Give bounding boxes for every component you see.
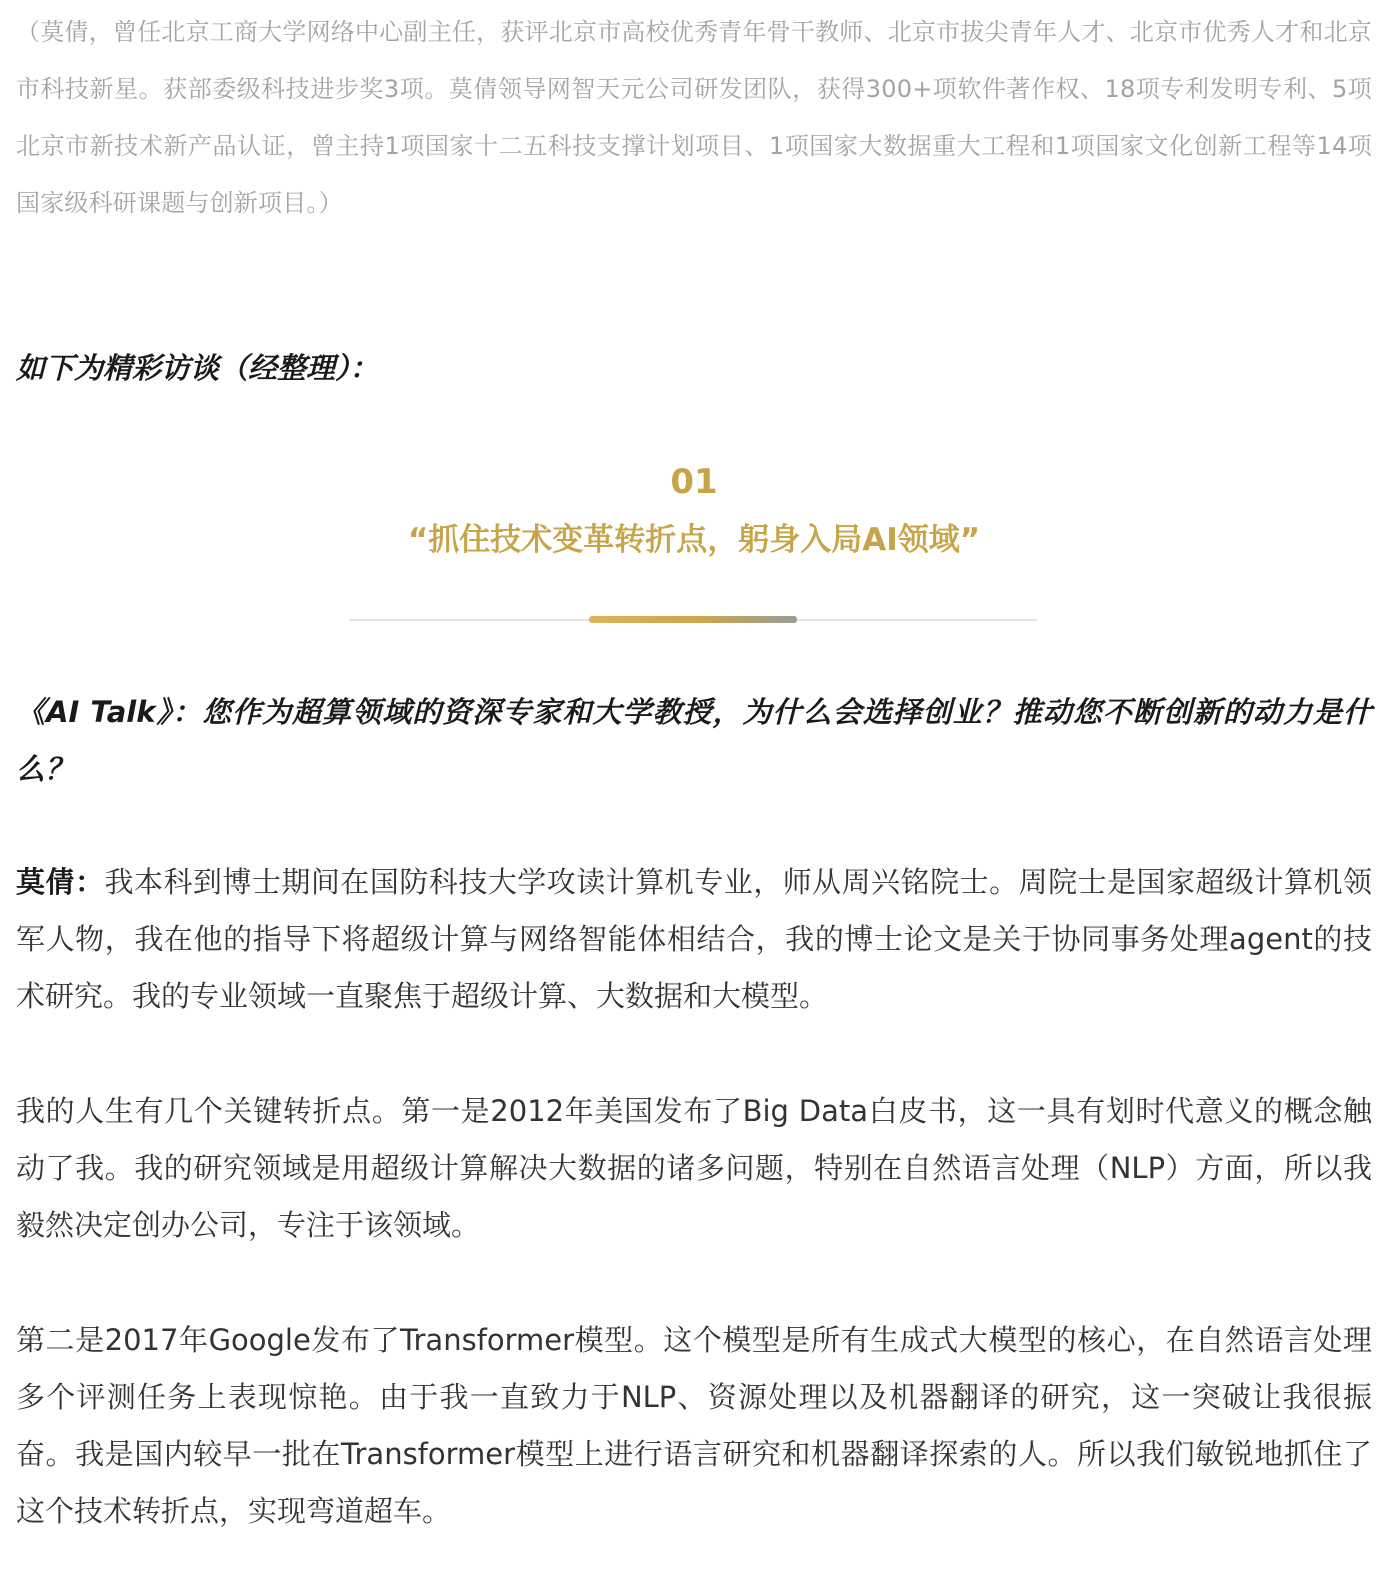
- section-divider-accent: [589, 616, 797, 623]
- answer-paragraph: [16, 854, 1372, 1025]
- answer-paragraph-text: 我本科到博士期间在国防科技大学攻读计算机专业，师从周兴铭院士。周院士是国家超级计算机领军人物，我在他的指导下将超级计算与网络智能体相结合，我的博士论文是关于协同事务处理agent的技术研究。我的专业领域一直聚焦于超级计算、大数据和大模型。: [16, 865, 1372, 1013]
- interview-question: 《AI Talk》：您作为超算领域的资深专家和大学教授，为什么会选择创业？推动您不断创新的动力是什么？: [16, 695, 1372, 786]
- answer-paragraph: 我的人生有几个关键转折点。第一是2012年美国发布了Big Data白皮书，这一具有划时代意义的概念触动了我。我的研究领域是用超级计算解决大数据的诸多问题，特别在自然语言处理（NLP）方面，所以我毅然决定创办公司，专注于该领域。: [16, 1094, 1372, 1242]
- interview-intro: 如下为精彩访谈（经整理）：: [16, 351, 379, 385]
- speaker-name: 莫倩：: [16, 865, 105, 899]
- section-number: 01: [670, 462, 718, 502]
- section-title: “抓住技术变革转折点，躬身入局AI领域”: [407, 522, 981, 558]
- answer-paragraph: 第二是2017年Google发布了Transformer模型。这个模型是所有生成式大模型的核心，在自然语言处理多个评测任务上表现惊艳。由于我一直致力于NLP、资源处理以及机器翻译的研究，这一突破让我很振奋。我是国内较早一批在Transformer模型上进行语言研究和机器翻译探索的人。所以我们敏锐地抓住了这个技术转折点，实现弯道超车。: [16, 1323, 1372, 1528]
- author-bio: （莫倩，曾任北京工商大学网络中心副主任，获评北京市高校优秀青年骨干教师、北京市拔尖青年人才、北京市优秀人才和北京市科技新星。获部委级科技进步奖3项。莫倩领导网智天元公司研发团队，获得300+项软件著作权、18项专利发明专利、5项北京市新技术新产品认证，曾主持1项国家十二五科技支撑计划项目、1项国家大数据重大工程和1项国家文化创新工程等14项国家级科研课题与创新项目。）: [16, 18, 1372, 217]
